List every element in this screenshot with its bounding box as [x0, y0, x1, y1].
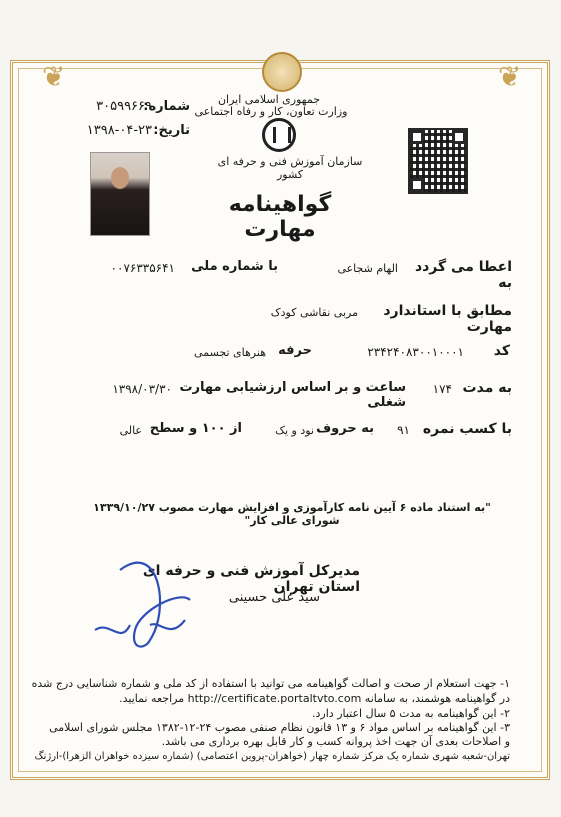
number-label: شماره: — [143, 99, 190, 114]
qr-code — [408, 128, 468, 194]
org-name: سازمان آموزش فنی و حرفه ای کشور — [217, 155, 363, 181]
tvto-logo-icon — [262, 118, 296, 152]
words-label: به حروف — [316, 421, 374, 436]
footnote-4: تهران-شعبه شهری شماره یک مرکز شماره چهار (خواهران-پروین اعتصامی) (شماره سیزده خواهران الزهرا)-ارژنگ — [34, 751, 510, 762]
code-label: کد — [493, 343, 510, 359]
granted-label: اعطا می گردد به — [414, 259, 512, 291]
hours-label: ساعت و بر اساس ارزشیابی مهارت شغلی — [179, 380, 406, 410]
standard-value: مربی نقاشی کودک — [270, 306, 358, 319]
national-id-label: با شماره ملی — [191, 259, 278, 274]
footnote-3a: ۳- این گواهینامه بر اساس مواد ۶ و ۱۳ قانون نظام صنفی مصوب ۲۴-۱۲-۱۳۸۲ مجلس شورای اسلامی — [49, 721, 510, 734]
ornament-top-left: ❦ — [42, 60, 66, 93]
signature — [90, 550, 210, 660]
signatory-name: سید علی حسینی — [228, 590, 320, 605]
certificate-title: گواهینامه مهارت — [228, 192, 332, 242]
date-value: ۱۳۹۸-۰۴-۲۳ — [86, 123, 152, 138]
trade-value: هنرهای تجسمی — [194, 346, 266, 359]
duration-label: به مدت — [462, 380, 512, 396]
score-value: ۹۱ — [397, 423, 410, 437]
evaluation-date: ۱۳۹۸/۰۳/۳۰ — [112, 382, 172, 396]
score-words: نود و یک — [275, 424, 314, 437]
outof-label: از ۱۰۰ و سطح — [149, 421, 242, 436]
footnote-3b: و اصلاحات بعدی آن جهت اخذ پروانه کسب و کار قابل بهره برداری می باشد. — [161, 735, 510, 748]
ornament-top-right: ❦ — [498, 60, 522, 93]
legal-basis-note: "به استناد ماده ۶ آیین نامه کارآموزی و افزایش مهارت مصوب ۱۳۳۹/۱۰/۲۷ شورای عالی کار" — [93, 501, 491, 527]
iran-emblem-icon — [262, 52, 302, 92]
level-value: عالی — [119, 424, 142, 437]
score-label: با کسب نمره — [422, 421, 512, 437]
duration-value: ۱۷۴ — [432, 382, 452, 396]
code-value: ۲۳۴۲۴۰۸۳۰۰۱۰۰۰۱ — [367, 345, 464, 359]
number-value: ۳۰۵۹۹۶۶۹ — [96, 99, 152, 114]
signatory-title: مدیرکل آموزش فنی و حرفه ای استان تهران — [142, 563, 360, 595]
trade-label: حرفه — [278, 343, 312, 358]
holder-photo — [90, 152, 150, 236]
org-line2: وزارت تعاون، کار و رفاه اجتماعی — [194, 105, 348, 118]
standard-label: مطابق با استاندارد مهارت — [383, 303, 512, 335]
footnote-1b: در گواهینامه هوشمند، به سامانه http://certificate.portaltvto.com مراجعه نمایید. — [119, 692, 510, 705]
org-line1: جمهوری اسلامی ایران — [217, 93, 321, 106]
footnote-2: ۲- این گواهینامه به مدت ۵ سال اعتبار دارد. — [312, 707, 510, 720]
national-id-value: ۰۰۷۶۳۳۵۶۴۱ — [110, 261, 175, 275]
footnote-1a: ۱- جهت استعلام از صحت و اصالت گواهینامه می توانید با استفاده از کد ملی و شماره شناسایی درج شده — [31, 677, 510, 690]
holder-name: الهام شجاعی — [337, 262, 398, 275]
date-label: تاریخ: — [153, 123, 190, 138]
